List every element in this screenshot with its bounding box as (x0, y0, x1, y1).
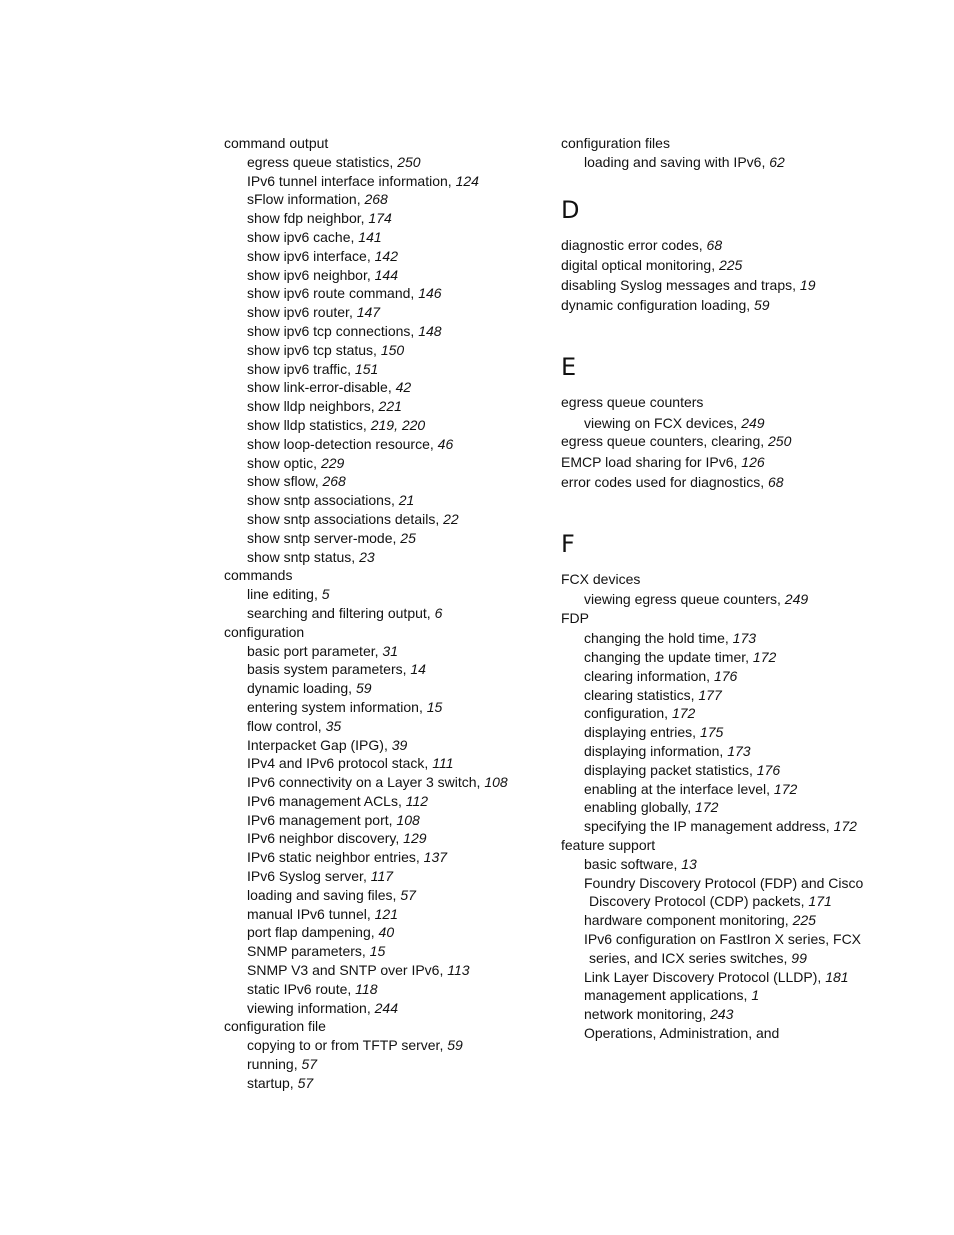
index-entry (561, 570, 891, 589)
index-subentry (224, 698, 544, 717)
entry-term: egress queue counters (561, 394, 704, 411)
entry-term: displaying entries, (584, 724, 700, 741)
entry-term: viewing on FCX devices, (584, 414, 742, 431)
index-subentry (561, 780, 891, 799)
entry-term: show lldp statistics, (247, 416, 371, 433)
entry-term: basic software, (584, 855, 682, 872)
entry-term: viewing egress queue counters, (584, 591, 785, 608)
index-subentry (224, 923, 544, 942)
index-subentry (561, 723, 891, 742)
index-subentry (224, 942, 544, 961)
index-subentry (224, 228, 544, 247)
entry-page-number: 249 (784, 591, 809, 608)
entry-term: IPv6 management port, (247, 811, 397, 828)
entry-page-number: 39 (391, 736, 408, 753)
section-letter-e: E (561, 353, 577, 382)
entry-term: show sflow, (247, 473, 323, 490)
index-subentry (561, 968, 891, 987)
entry-term: show link-error-disable, (247, 379, 396, 396)
entry-page-number: 15 (426, 698, 443, 715)
index-entry (224, 623, 544, 642)
entry-page-number: 68 (706, 236, 723, 253)
index-subentry (224, 303, 544, 322)
index-subentry (561, 648, 891, 667)
entry-page-number: 172 (752, 648, 777, 665)
entry-page-number: 46 (437, 435, 454, 452)
index-entry (561, 393, 891, 412)
index-subentry (224, 848, 544, 867)
entry-page-number: 177 (698, 686, 722, 703)
entry-page-number: 62 (769, 153, 785, 170)
entry-page-number: 111 (432, 755, 454, 772)
index-subentry (224, 284, 544, 303)
index-subentry (561, 930, 891, 949)
index-subentry (224, 322, 544, 341)
index-subentry (561, 153, 891, 172)
entry-term: show sntp associations details, (247, 510, 444, 527)
index-subentry (224, 886, 544, 905)
entry-page-number: 174 (368, 210, 392, 227)
entry-term: show ipv6 cache, (247, 228, 359, 245)
entry-page-number: 172 (671, 705, 696, 722)
entry-term: line editing, (247, 586, 322, 603)
entry-page-number: 250 (397, 153, 421, 170)
entry-page-number: 35 (325, 717, 342, 734)
index-subentry (224, 510, 544, 529)
entry-page-number: 23 (359, 548, 375, 565)
entry-term: show loop-detection resource, (247, 435, 438, 452)
index-subentry (561, 1005, 891, 1024)
entry-page-number: 225 (718, 256, 743, 273)
entry-term: show sntp server-mode, (247, 529, 401, 546)
index-subentry (224, 792, 544, 811)
entry-term: viewing information, (247, 999, 375, 1016)
entry-term: enabling at the interface level, (584, 780, 774, 797)
index-subentry (224, 209, 544, 228)
index-subentry (224, 754, 544, 773)
section-letter-f: F (561, 529, 575, 558)
index-subentry (561, 761, 891, 780)
section-letter-d: D (561, 195, 580, 224)
index-subentry (561, 949, 891, 968)
index-subentry (561, 892, 891, 911)
entry-term: show fdp neighbor, (247, 210, 369, 227)
index-subentry (224, 773, 544, 792)
index-subentry (224, 247, 544, 266)
entry-page-number: 19 (799, 277, 816, 294)
entry-term: hardware component monitoring, (584, 912, 793, 929)
index-entry (561, 473, 891, 492)
index-subentry (224, 660, 544, 679)
entry-page-number: 225 (792, 912, 816, 929)
index-subentry (224, 999, 544, 1018)
entry-page-number: 221 (378, 398, 402, 415)
entry-term: Operations, Administration, and (584, 1024, 780, 1041)
entry-term: FDP (561, 609, 589, 626)
entry-term: IPv6 configuration on FastIron X series, FCX (584, 930, 862, 947)
entry-term: network monitoring, (584, 1006, 711, 1023)
entry-term: configuration (224, 623, 305, 640)
index-entry (561, 134, 891, 153)
entry-page-number: 57 (297, 1074, 314, 1091)
index-subentry (224, 454, 544, 473)
entry-term: clearing statistics, (584, 686, 699, 703)
index-subentry (224, 717, 544, 736)
index-subentry (561, 704, 891, 723)
index-subentry (224, 416, 544, 435)
entry-term: flow control, (247, 717, 326, 734)
entry-page-number: 142 (374, 247, 398, 264)
entry-term: changing the update timer, (584, 648, 753, 665)
index-subentry (224, 1055, 544, 1074)
entry-page-number: 68 (768, 473, 784, 490)
entry-term: configuration files (561, 135, 670, 151)
entry-term: EMCP load sharing for IPv6, (561, 453, 742, 470)
entry-term: show ipv6 route command, (247, 285, 419, 302)
entry-term: IPv6 Syslog server, (247, 868, 371, 885)
index-subentry (561, 667, 891, 686)
entry-term: show lldp neighbors, (247, 398, 379, 415)
entry-term: IPv4 and IPv6 protocol stack, (247, 755, 433, 772)
entry-term: diagnostic error codes, (561, 236, 707, 253)
entry-page-number: 172 (833, 818, 857, 835)
index-subentry (224, 1036, 544, 1055)
index-subentry (561, 798, 891, 817)
entry-term: configuration file (224, 1018, 326, 1035)
index-entry (561, 432, 891, 451)
entry-page-number: 173 (727, 742, 751, 759)
entry-page-number: 171 (808, 893, 832, 910)
index-subentry (224, 961, 544, 980)
entry-page-number: 25 (400, 529, 416, 546)
entry-term: basic port parameter, (247, 642, 383, 659)
entry-page-number: 229 (320, 454, 345, 471)
entry-term: show sntp associations, (247, 492, 399, 509)
entry-page-number: 219, 220 (370, 416, 426, 433)
entry-page-number: 13 (681, 855, 697, 872)
entry-term: Discovery Protocol (CDP) packets, (589, 893, 809, 910)
entry-term: show ipv6 interface, (247, 247, 375, 264)
index-entry (561, 609, 891, 628)
entry-page-number: 117 (370, 868, 394, 885)
index-subentry (224, 811, 544, 830)
entry-term: egress queue counters, clearing, (561, 433, 769, 450)
entry-page-number: 268 (364, 191, 388, 208)
index-subentry (224, 378, 544, 397)
entry-page-number: 268 (322, 473, 346, 490)
entry-term: show ipv6 tcp connections, (247, 322, 419, 339)
entry-page-number: 137 (423, 849, 448, 866)
index-column-right (561, 134, 891, 1043)
index-entry (224, 134, 544, 153)
entry-term: digital optical monitoring, (561, 256, 719, 273)
index-subentry (224, 397, 544, 416)
index-entry (561, 453, 891, 472)
entry-term: basis system parameters, (247, 661, 411, 678)
entry-page-number: 59 (355, 680, 372, 697)
entry-page-number: 5 (321, 586, 330, 603)
entry-term: clearing information, (584, 667, 714, 684)
entry-term: running, (247, 1056, 302, 1073)
index-subentry (224, 529, 544, 548)
index-subentry (561, 1024, 891, 1043)
entry-term: copying to or from TFTP server, (247, 1037, 448, 1054)
entry-term: error codes used for diagnostics, (561, 473, 768, 490)
index-subentry (224, 266, 544, 285)
entry-page-number: 176 (756, 761, 781, 778)
entry-term: show ipv6 tcp status, (247, 341, 381, 358)
entry-term: enabling globally, (584, 799, 696, 816)
entry-term: series, and ICX series switches, (589, 949, 792, 966)
entry-page-number: 108 (484, 774, 508, 791)
index-entry (224, 1017, 544, 1036)
entry-page-number: 249 (741, 414, 765, 431)
entry-term: commands (224, 567, 293, 584)
entry-page-number: 108 (396, 811, 420, 828)
entry-term: disabling Syslog messages and traps, (561, 277, 800, 294)
entry-page-number: 113 (447, 962, 470, 979)
entry-page-number: 99 (791, 949, 807, 966)
entry-term: management applications, (584, 987, 752, 1004)
index-subentry (561, 742, 891, 761)
index-subentry (224, 1074, 544, 1093)
index-subentry (224, 980, 544, 999)
index-subentry (224, 435, 544, 454)
entry-term: configuration, (584, 705, 672, 722)
index-subentry (224, 867, 544, 886)
entry-term: command output (224, 135, 329, 151)
entry-page-number: 31 (382, 642, 398, 659)
entry-term: specifying the IP management address, (584, 818, 834, 835)
entry-page-number: 118 (355, 980, 378, 997)
entry-term: displaying information, (584, 742, 728, 759)
entry-page-number: 129 (403, 830, 427, 847)
entry-term: entering system information, (247, 698, 427, 715)
index-column-left (224, 134, 544, 1093)
index-entry (561, 276, 891, 295)
entry-page-number: 175 (699, 724, 724, 741)
entry-term: FCX devices (561, 570, 641, 587)
entry-term: IPv6 management ACLs, (247, 792, 406, 809)
index-entry (224, 566, 544, 585)
entry-term: show ipv6 traffic, (247, 360, 355, 377)
index-subentry (224, 679, 544, 698)
entry-term: loading and saving with IPv6, (584, 153, 770, 170)
index-subentry (561, 590, 891, 609)
entry-page-number: 15 (369, 943, 386, 960)
index-subentry (224, 491, 544, 510)
entry-term: Interpacket Gap (IPG), (247, 736, 392, 753)
entry-page-number: 176 (713, 667, 738, 684)
index-subentry (561, 874, 891, 893)
entry-term: Foundry Discovery Protocol (FDP) and Cisco (584, 874, 864, 891)
entry-term: searching and filtering output, (247, 604, 435, 621)
entry-term: IPv6 neighbor discovery, (247, 830, 404, 847)
entry-page-number: 40 (378, 924, 395, 941)
entry-term: dynamic configuration loading, (561, 297, 755, 314)
entry-term: Link Layer Discovery Protocol (LLDP), (584, 968, 826, 985)
entry-page-number: 59 (754, 297, 770, 314)
entry-term: show optic, (247, 454, 321, 471)
index-subentry (224, 472, 544, 491)
entry-page-number: 22 (443, 510, 459, 527)
entry-term: show sntp status, (247, 548, 360, 565)
entry-page-number: 243 (710, 1006, 734, 1023)
index-subentry (224, 585, 544, 604)
entry-term: IPv6 tunnel interface information, (247, 172, 456, 189)
entry-page-number: 1 (751, 987, 760, 1004)
entry-page-number: 59 (447, 1037, 463, 1054)
index-entry (561, 836, 891, 855)
entry-page-number: 147 (356, 304, 381, 321)
index-subentry (561, 414, 891, 433)
entry-page-number: 21 (398, 492, 415, 509)
entry-page-number: 126 (741, 453, 765, 470)
entry-page-number: 148 (418, 322, 442, 339)
index-subentry (224, 341, 544, 360)
entry-page-number: 124 (455, 172, 479, 189)
entry-term: feature support (561, 836, 656, 853)
index-subentry (561, 817, 891, 836)
index-subentry (224, 172, 544, 191)
index-entry (561, 256, 891, 275)
entry-term: egress queue statistics, (247, 153, 398, 170)
entry-term: sFlow information, (247, 191, 365, 208)
index-subentry (224, 829, 544, 848)
index-subentry (224, 642, 544, 661)
entry-term: IPv6 static neighbor entries, (247, 849, 424, 866)
entry-term: port flap dampening, (247, 924, 379, 941)
entry-page-number: 181 (825, 968, 849, 985)
entry-page-number: 173 (732, 630, 757, 647)
index-subentry (224, 153, 544, 172)
index-subentry (561, 629, 891, 648)
index-subentry (224, 604, 544, 623)
entry-term: IPv6 connectivity on a Layer 3 switch, (247, 774, 485, 791)
entry-page-number: 172 (695, 799, 719, 816)
index-entry (561, 236, 891, 255)
index-subentry (561, 986, 891, 1005)
entry-page-number: 121 (374, 905, 398, 922)
index-subentry (561, 686, 891, 705)
index-entry (561, 296, 891, 315)
index-subentry (224, 360, 544, 379)
entry-term: dynamic loading, (247, 680, 356, 697)
entry-page-number: 244 (374, 999, 398, 1016)
entry-page-number: 250 (768, 433, 792, 450)
entry-term: SNMP V3 and SNTP over IPv6, (247, 962, 448, 979)
entry-page-number: 141 (358, 228, 382, 245)
entry-term: show ipv6 router, (247, 304, 357, 321)
entry-term: manual IPv6 tunnel, (247, 905, 375, 922)
entry-term: startup, (247, 1074, 298, 1091)
entry-term: SNMP parameters, (247, 943, 370, 960)
entry-page-number: 151 (354, 360, 379, 377)
entry-page-number: 112 (405, 792, 429, 809)
entry-page-number: 172 (773, 780, 798, 797)
entry-term: displaying packet statistics, (584, 761, 757, 778)
entry-page-number: 146 (418, 285, 442, 302)
entry-page-number: 6 (434, 604, 443, 621)
entry-page-number: 57 (400, 886, 416, 903)
index-subentry (224, 736, 544, 755)
index-subentry (561, 855, 891, 874)
entry-page-number: 150 (380, 341, 405, 358)
entry-term: changing the hold time, (584, 630, 733, 647)
index-subentry (224, 548, 544, 567)
entry-term: static IPv6 route, (247, 980, 356, 997)
index-subentry (224, 905, 544, 924)
entry-page-number: 42 (395, 379, 412, 396)
entry-term: loading and saving files, (247, 886, 401, 903)
entry-page-number: 14 (410, 661, 426, 678)
entry-page-number: 144 (374, 266, 398, 283)
index-subentry (561, 911, 891, 930)
entry-term: show ipv6 neighbor, (247, 266, 375, 283)
index-subentry (224, 190, 544, 209)
entry-page-number: 57 (301, 1056, 318, 1073)
